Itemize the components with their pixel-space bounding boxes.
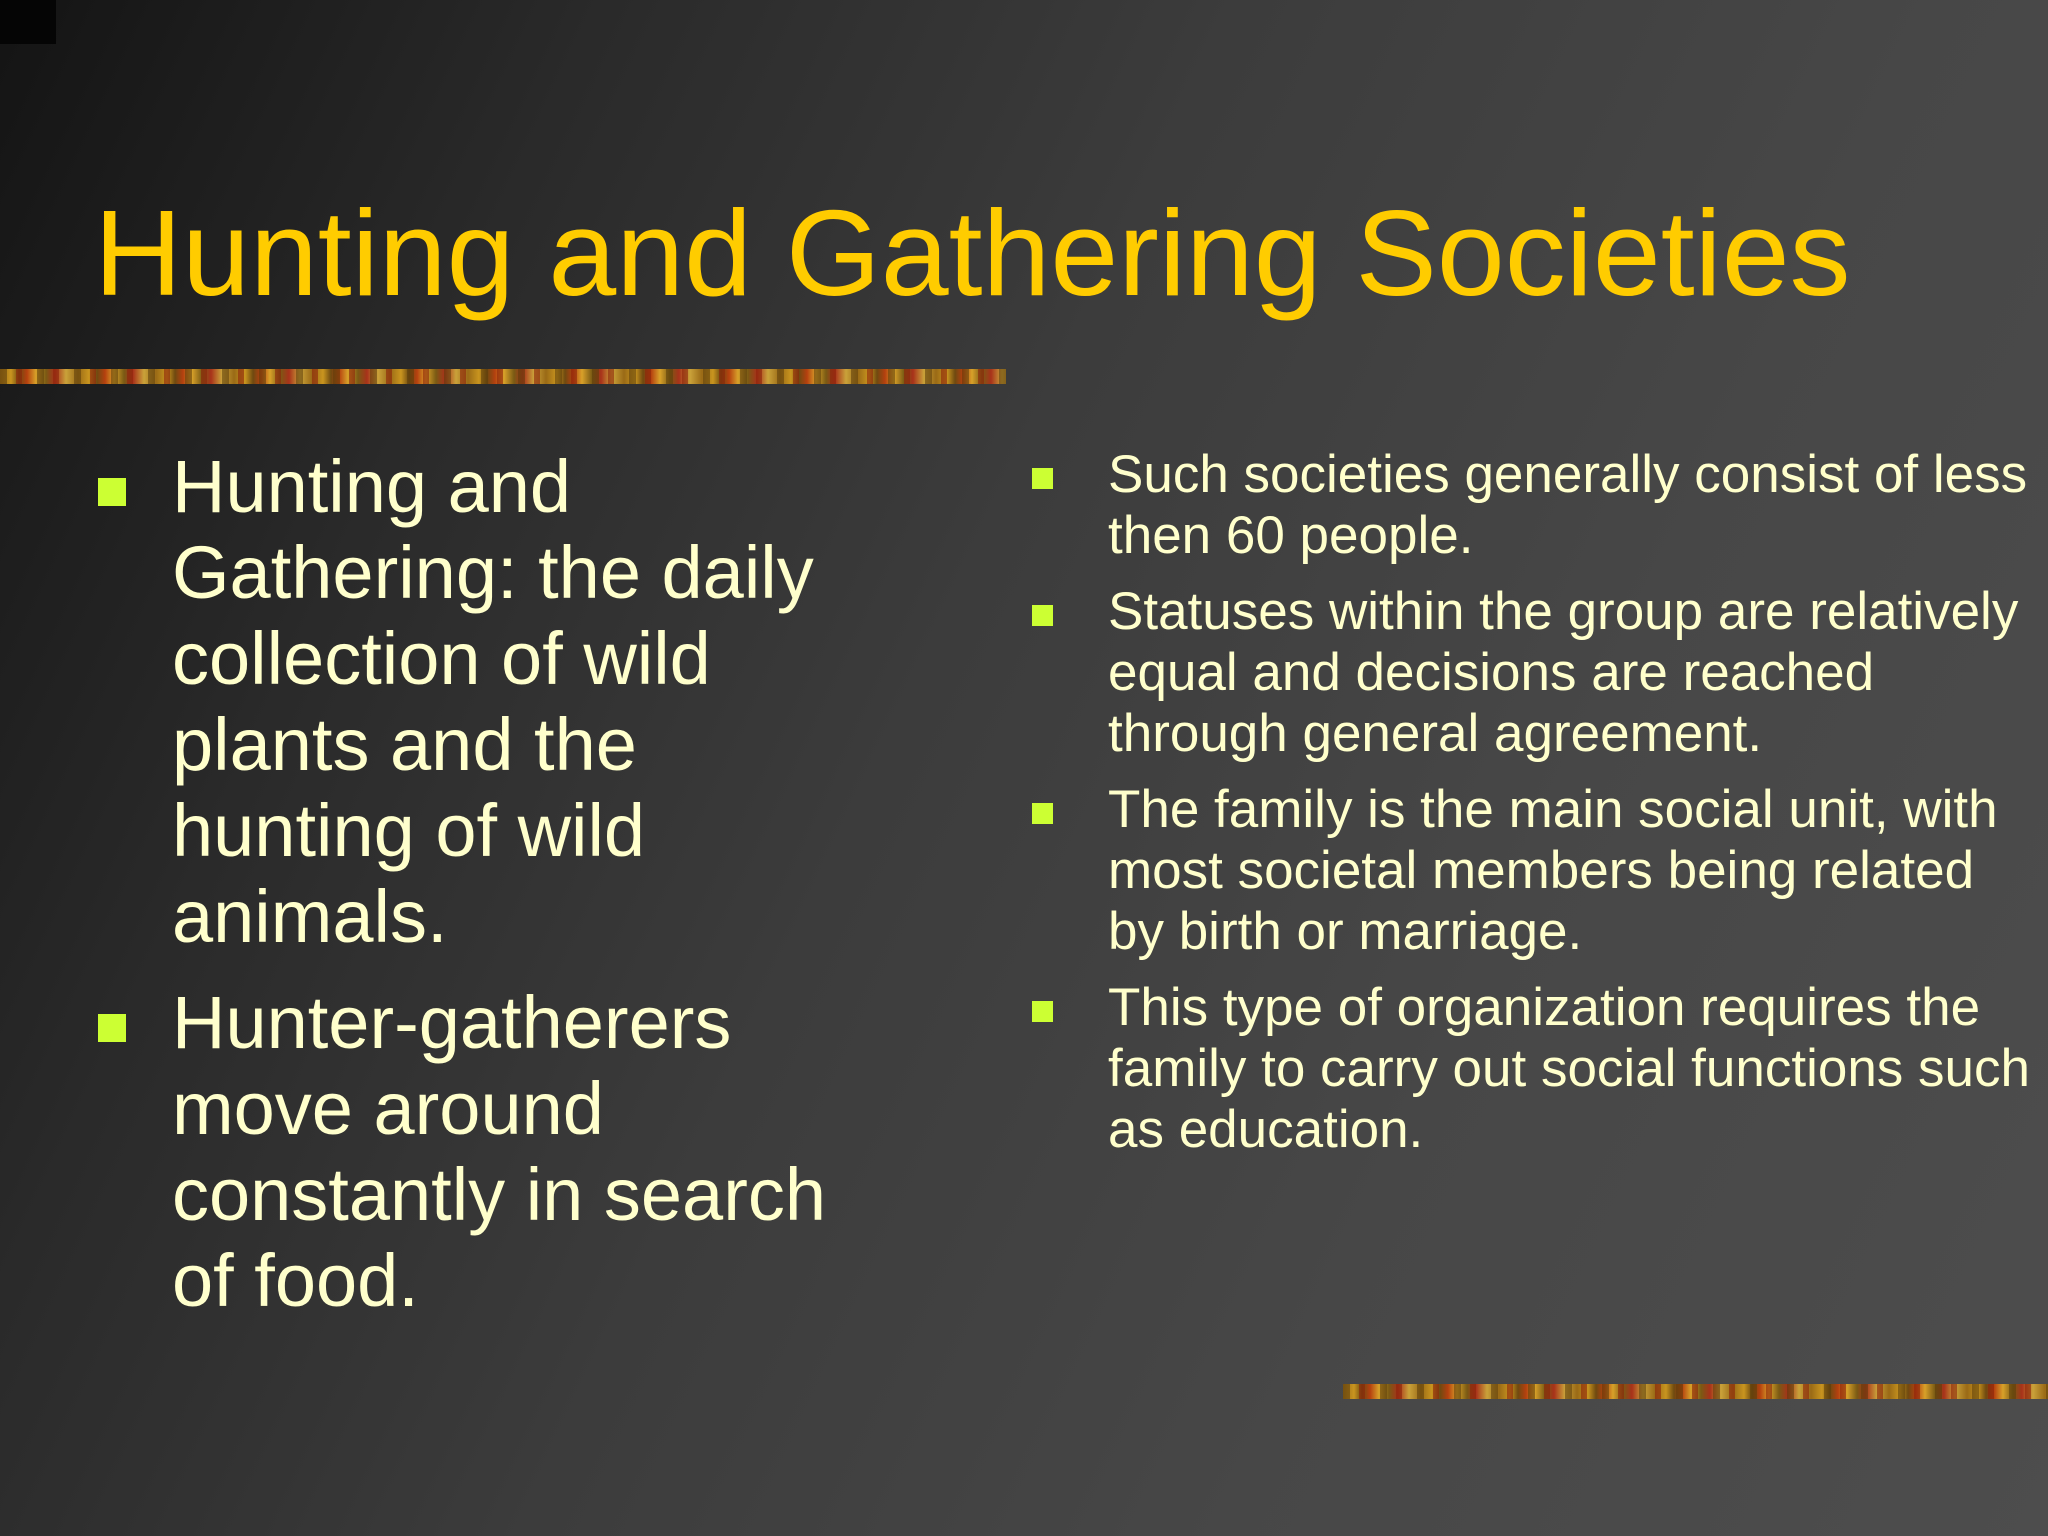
bullet-text: The family is the main social unit, with most societal members being related by birth or marriage. (1108, 780, 1998, 961)
bullet-text: Hunter-gatherers move around constantly in search of food. (172, 981, 827, 1322)
decorative-rule-bottom (1343, 1384, 2048, 1399)
bullet-text: Such societies generally consist of less then 60 people. (1108, 445, 2028, 565)
bullet-text: Statuses within the group are relatively equal and decisions are reached through general agreement. (1108, 582, 2019, 763)
slide-title: Hunting and Gathering Societies (94, 185, 1851, 321)
decorative-rule-top (0, 369, 1006, 384)
bullet-text: Hunting and Gathering: the daily collection of wild plants and the hunting of wild animals. (172, 445, 814, 958)
square-bullet-icon (1032, 1001, 1053, 1022)
right-bullet-list (1032, 444, 2032, 1175)
list-item (1032, 977, 2032, 1160)
left-bullet-list (98, 444, 898, 1344)
list-item (1032, 581, 2032, 764)
square-bullet-icon (1032, 468, 1053, 489)
bullet-text: This type of organization requires the family to carry out social functions such as education. (1108, 978, 2030, 1159)
square-bullet-icon (1032, 803, 1053, 824)
list-item (98, 444, 898, 960)
corner-mark (0, 0, 56, 44)
square-bullet-icon (1032, 605, 1053, 626)
list-item (1032, 779, 2032, 962)
list-item (98, 980, 898, 1324)
square-bullet-icon (98, 478, 126, 506)
list-item (1032, 444, 2032, 566)
square-bullet-icon (98, 1014, 126, 1042)
